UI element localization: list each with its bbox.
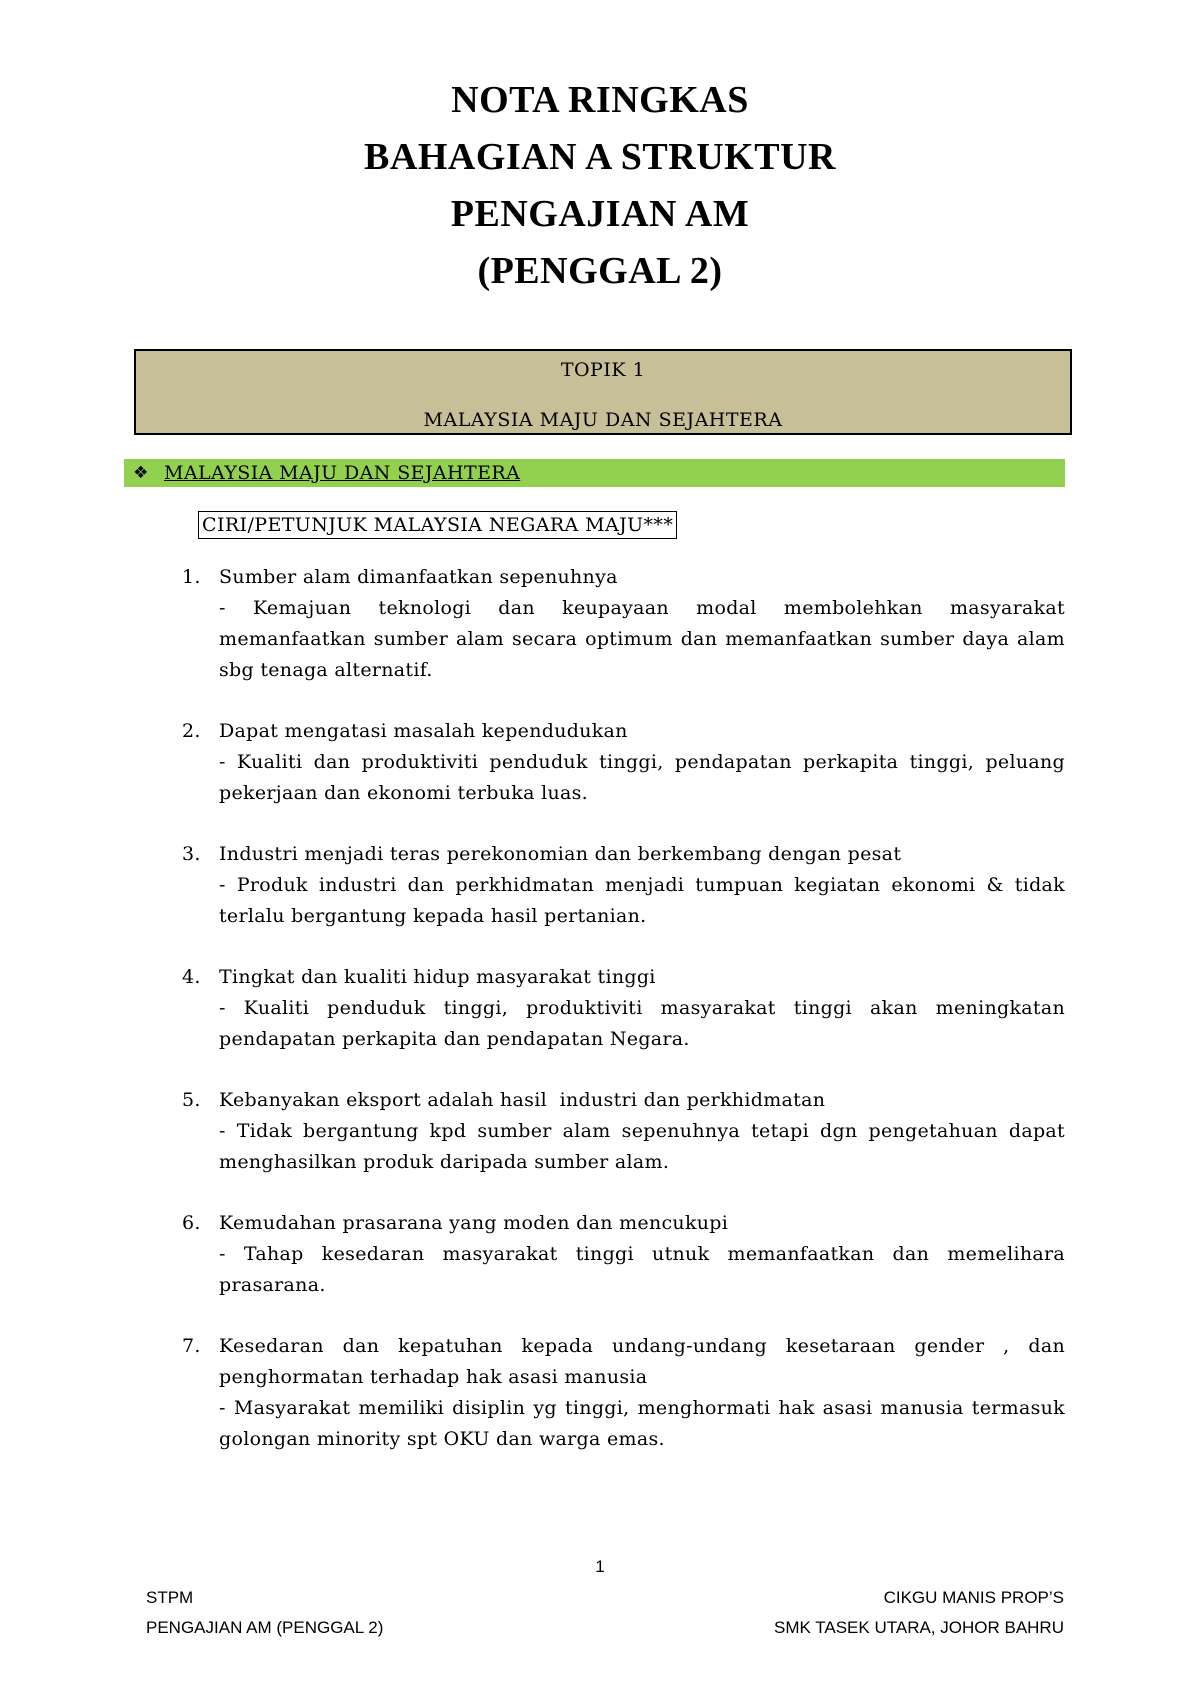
- item-number: 4.: [182, 966, 201, 988]
- title-line-1: NOTA RINGKAS: [451, 79, 749, 121]
- list-item: [172, 962, 1065, 1055]
- item-number: 1.: [182, 566, 201, 588]
- diamond-bullet-icon: ❖: [133, 463, 149, 483]
- item-heading: Kebanyakan eksport adalah hasil industri dan perkhidmatan: [219, 1089, 826, 1111]
- item-number: 6.: [182, 1212, 201, 1234]
- list-item: [172, 1208, 1065, 1301]
- item-heading: Sumber alam dimanfaatkan sepenuhnya: [219, 566, 618, 588]
- footer-subject: PENGAJIAN AM (PENGGAL 2): [146, 1618, 384, 1637]
- topic-number: TOPIK 1: [560, 359, 646, 381]
- list-item: [172, 716, 1065, 809]
- list-item: [172, 1085, 1065, 1178]
- item-number: 2.: [182, 720, 201, 742]
- item-heading: Kesedaran dan kepatuhan kepada undang-undang kesetaraan gender , dan penghormatan terhadap hak asasi manusia: [219, 1335, 1065, 1388]
- item-description: - Kualiti dan produktiviti penduduk tinggi, pendapatan perkapita tinggi, peluang pekerjaan dan ekonomi terbuka luas.: [219, 751, 1065, 804]
- item-description: - Tidak bergantung kpd sumber alam sepenuhnya tetapi dgn pengetahuan dapat menghasilkan produk daripada sumber alam.: [219, 1120, 1065, 1173]
- section-heading-bar: [124, 459, 1065, 487]
- footer-course: STPM: [146, 1588, 194, 1607]
- item-description: - Masyarakat memiliki disiplin yg tinggi, menghormati hak asasi manusia termasuk golongan minority spt OKU dan warga emas.: [219, 1397, 1065, 1450]
- item-heading: Industri menjadi teras perekonomian dan berkembang dengan pesat: [219, 843, 902, 865]
- item-heading: Dapat mengatasi masalah kependudukan: [219, 720, 628, 742]
- item-heading: Tingkat dan kualiti hidup masyarakat tinggi: [219, 966, 656, 988]
- topic-header-box: [134, 349, 1072, 435]
- item-description: - Produk industri dan perkhidmatan menjadi tumpuan kegiatan ekonomi & tidak terlalu bergantung kepada hasil pertanian.: [219, 874, 1065, 927]
- footer-author: CIKGU MANIS PROP’S: [883, 1588, 1064, 1607]
- document-title: [0, 72, 1200, 300]
- title-line-3: PENGAJIAN AM: [450, 193, 750, 235]
- subheading-box: CIRI/PETUNJUK MALAYSIA NEGARA MAJU***: [198, 511, 677, 539]
- footer-school: SMK TASEK UTARA, JOHOR BAHRU: [774, 1618, 1064, 1637]
- footer-left: [146, 1583, 383, 1643]
- list-item: [172, 839, 1065, 932]
- list-item: [172, 562, 1065, 686]
- list-item: [172, 1331, 1065, 1455]
- item-heading: Kemudahan prasarana yang moden dan mencukupi: [219, 1212, 729, 1234]
- title-line-4: (PENGGAL 2): [477, 250, 723, 292]
- item-description: - Kemajuan teknologi dan keupayaan modal membolehkan masyarakat memanfaatkan sumber alam secara optimum dan memanfaatkan sumber daya alam sbg tenaga alternatif.: [219, 597, 1065, 681]
- item-description: - Kualiti penduduk tinggi, produktiviti masyarakat tinggi akan meningkatan pendapatan perkapita dan pendapatan Negara.: [219, 997, 1065, 1050]
- item-number: 7.: [182, 1335, 201, 1357]
- topic-name: MALAYSIA MAJU DAN SEJAHTERA: [423, 409, 783, 431]
- footer-right: [774, 1583, 1064, 1643]
- page-number: 1: [595, 1557, 605, 1576]
- title-line-2: BAHAGIAN A STRUKTUR: [364, 136, 836, 178]
- item-number: 3.: [182, 843, 201, 865]
- item-number: 5.: [182, 1089, 201, 1111]
- section-heading: MALAYSIA MAJU DAN SEJAHTERA: [164, 462, 521, 484]
- characteristics-list: [172, 562, 1065, 1485]
- item-description: - Tahap kesedaran masyarakat tinggi utnuk memanfaatkan dan memelihara prasarana.: [219, 1243, 1065, 1296]
